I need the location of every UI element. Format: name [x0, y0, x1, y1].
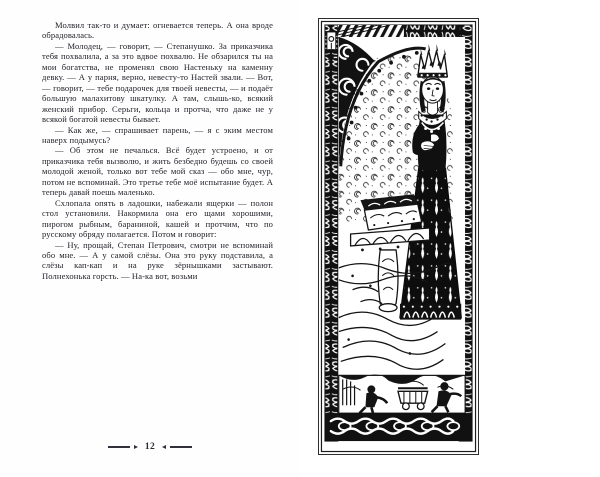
paragraph: — Молодец, — говорит, — Степанушко. За приказчика тебя похвалила, а за это вдвое похвалю. Не обзарился ты на мои богатства, не променял свою Настеньку на каменну девку. — А у парня, верно, невесту-то Настей звали. — Вот, — говорит, — тебе подарочек для твоей невесты, — и подаёт большую малахитову шкатулку. А там, слышь-ко, всякий женский прибор. Серьги, кольца и протча, что даже не у всякой богатой невесты бывает. [42, 40, 273, 125]
folio-tick-left-icon [134, 445, 138, 449]
paragraph: Молвил так-то и думает: огневается теперь. А она вроде обрадовалась. [42, 20, 273, 41]
bottom-miner-panel [339, 374, 465, 414]
paragraph: — Ну, прощай, Степан Петрович, смотри не вспоминай обо мне. — А у самой слёзы. Она это руку подставила, а слёзы кап-кап и на руке зёрнышками застывают. Полнехонька горсть. — На-ка вот, возьми [42, 239, 273, 281]
paragraph: — Как же, — спрашивает парень, — я с эким местом наверх подымусь? [42, 124, 273, 145]
border-finial [327, 32, 336, 50]
paragraph: Схлопала опять в ладошки, набежали ящерки — полон стол установили. Накормила она его щами хорошими, пирогом рыбным, бараниной, кашей и протчим, что по русскому обряду полагается. Потом и говорит: [42, 197, 273, 240]
illustration-page [300, 0, 600, 477]
page-folio [0, 437, 300, 457]
illustration-scene [337, 37, 465, 375]
body-text-column [42, 20, 273, 281]
paragraph: — Об этом не печалься. Всё будет устроено, и от приказчика тебя вызволю, и жить безбедно будешь со своей молодой женой, только вот тебе мой сказ — обо мне, чур, потом не вспоминай. Это третье тебе моё испытание будет. А теперь давай поешь маленько. [42, 145, 273, 198]
folio-rule-right [170, 446, 192, 447]
page-number: 12 [144, 442, 156, 452]
illustration-plate [318, 18, 479, 455]
folio-tick-right-icon [162, 445, 166, 449]
chain-band [325, 413, 472, 441]
woodcut-illustration-svg [319, 19, 478, 454]
folio-rule-left [108, 446, 130, 447]
